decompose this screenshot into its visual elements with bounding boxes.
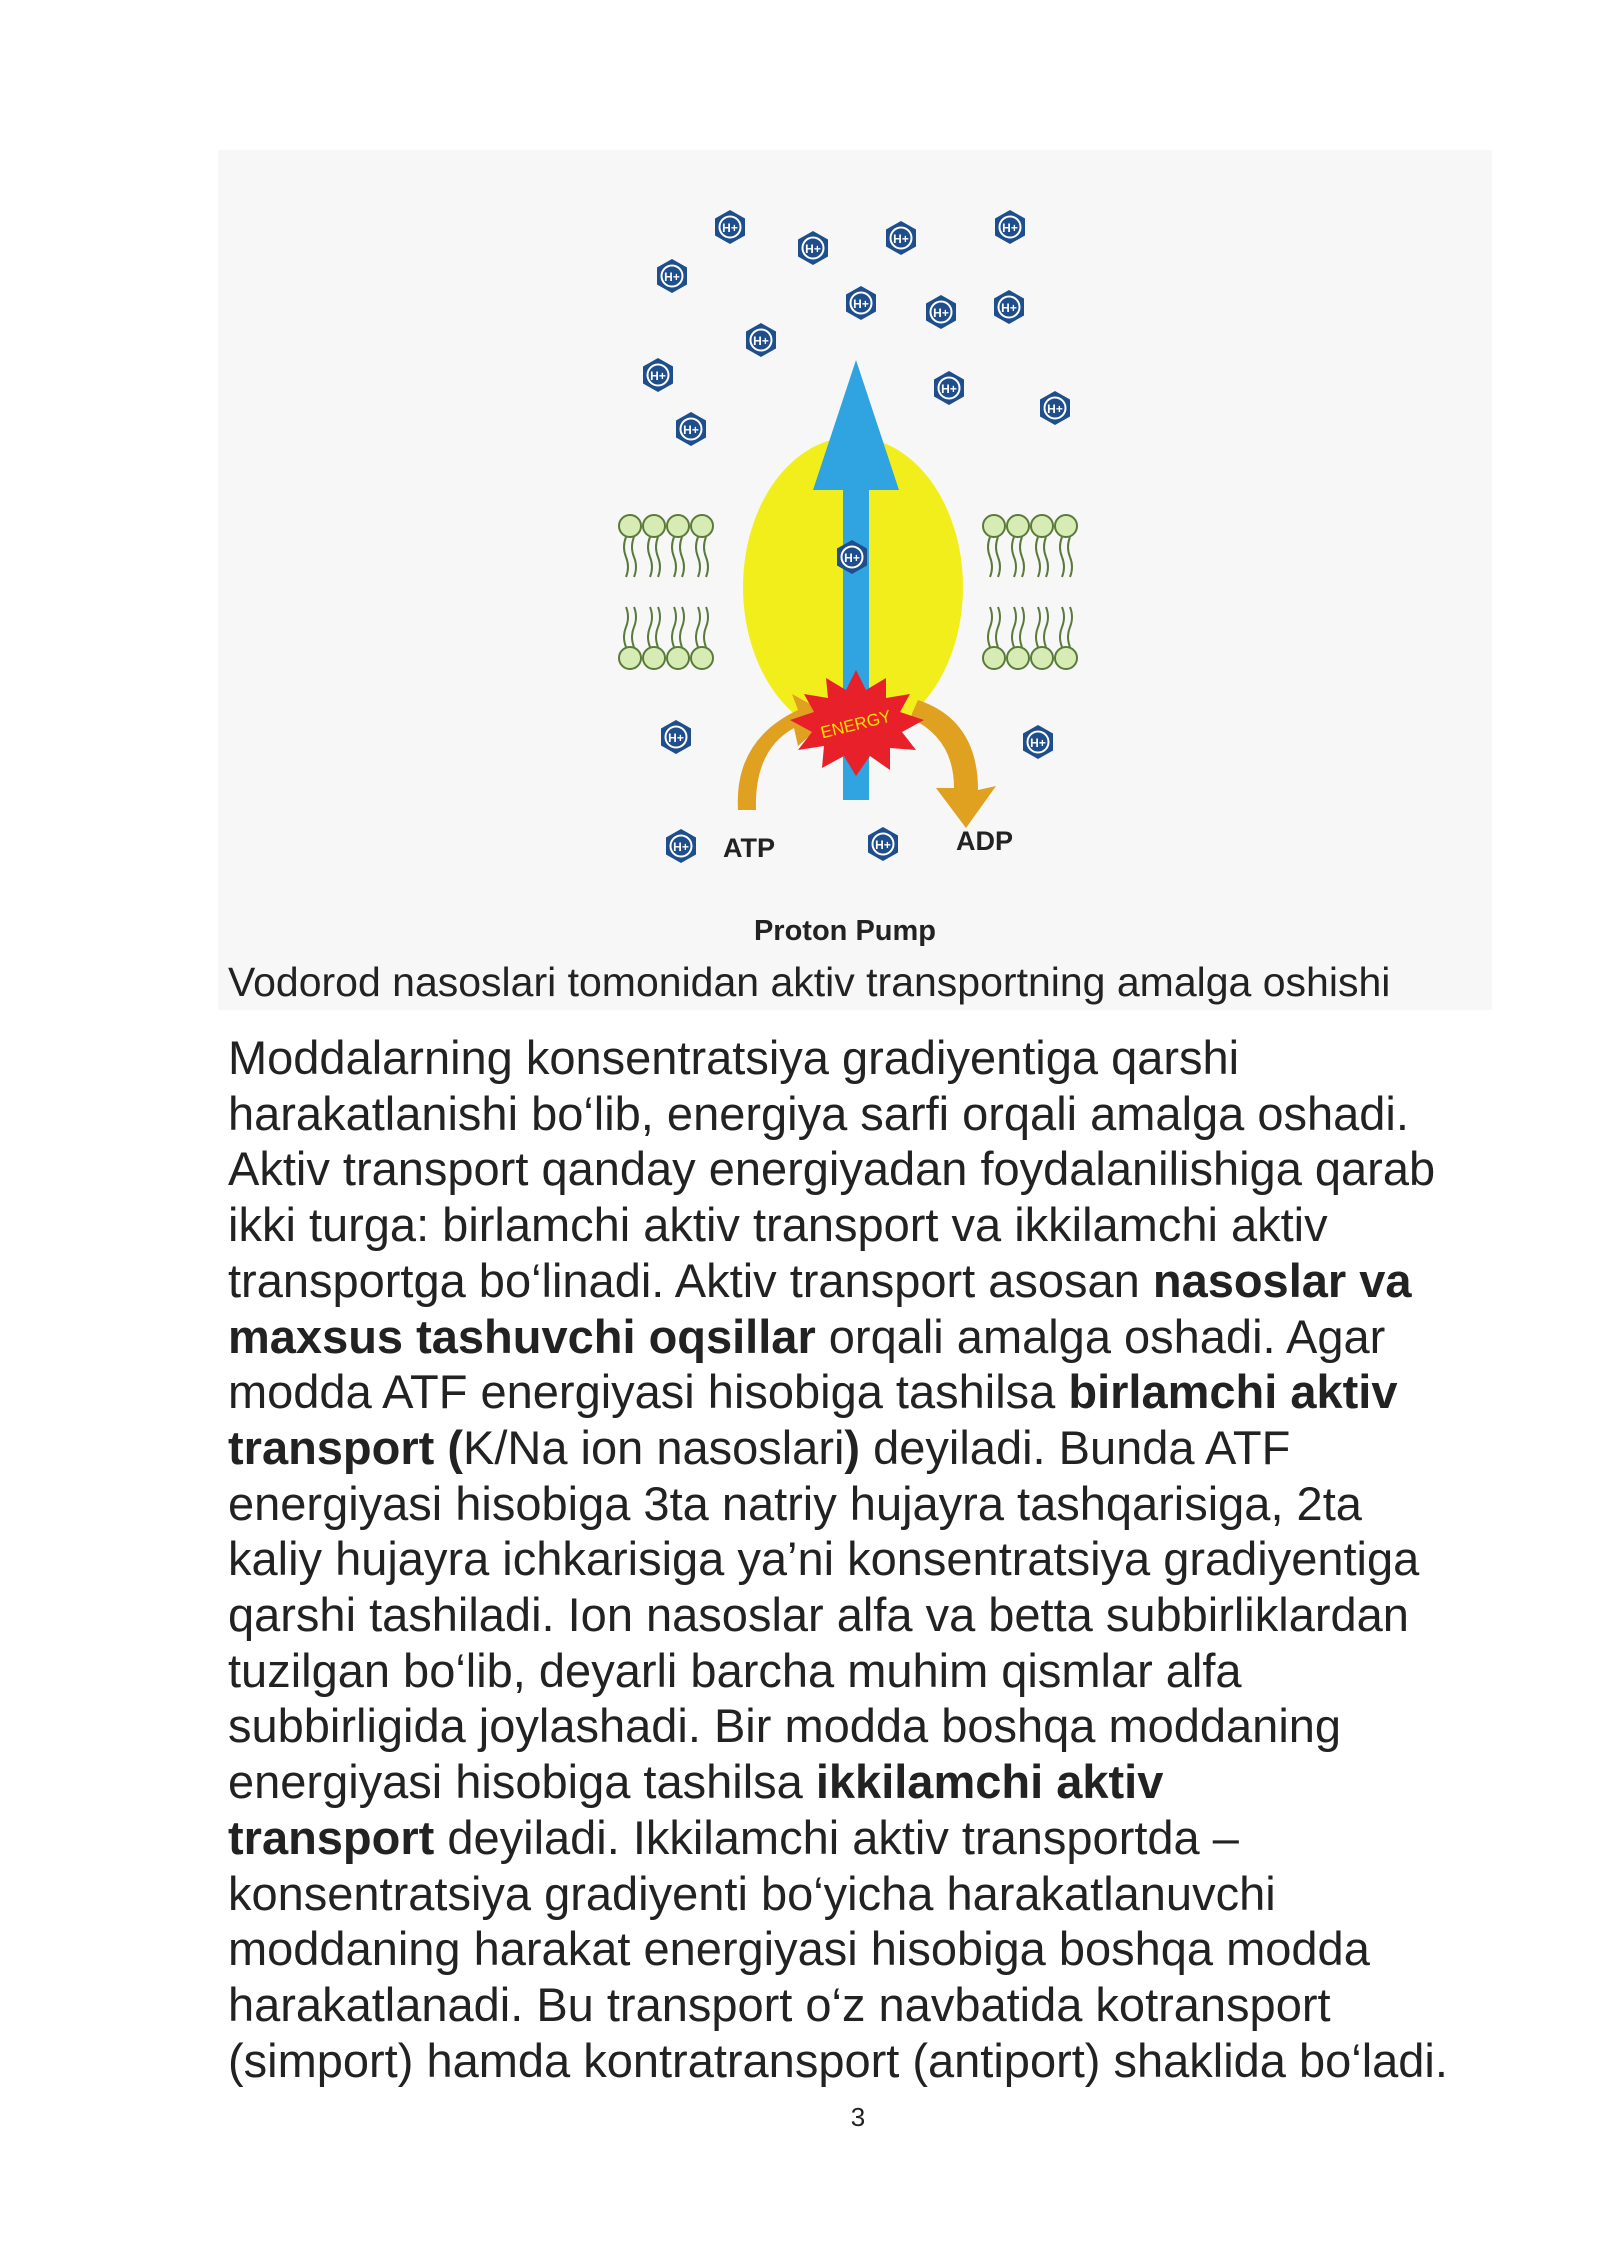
- text-line: [228, 1754, 1528, 1810]
- text-run: deyiladi. Ikkilamchi aktiv transportda –: [434, 1810, 1239, 1864]
- membrane-left: [619, 515, 713, 669]
- text-line: moddaning harakat energiyasi hisobiga boshqa modda: [228, 1922, 1370, 1976]
- bold-term: maxsus tashuvchi oqsillar: [228, 1309, 816, 1363]
- bold-term: ikkilamchi aktiv: [815, 1755, 1164, 1809]
- text-line: Aktiv transport qanday energiyadan foydalanilishiga qarab: [228, 1142, 1436, 1196]
- text-run: K/Na ion nasoslari: [463, 1420, 845, 1474]
- h-ion-label: H+: [844, 551, 860, 565]
- text-line: [228, 1364, 1528, 1420]
- bold-term: transport (: [228, 1420, 463, 1474]
- bold-term: ): [844, 1420, 861, 1474]
- text-line: [228, 1309, 1528, 1365]
- energy-label: ENERGY: [818, 706, 894, 743]
- page-number: 3: [850, 2102, 866, 2132]
- text-line: tuzilgan bo‘lib, deyarli barcha muhim qismlar alfa: [228, 1643, 1242, 1697]
- h-ion-label: H+: [933, 306, 949, 320]
- text-line: energiyasi hisobiga 3ta natriy hujayra tashqarisiga, 2ta: [228, 1476, 1362, 1530]
- h-ion-label: H+: [673, 840, 689, 854]
- h-ion-label: H+: [650, 369, 666, 383]
- h-ion-label: H+: [722, 221, 738, 235]
- text-line: qarshi tashiladi. Ion nasoslar alfa va betta subbirliklardan: [228, 1588, 1409, 1642]
- text-line: kaliy hujayra ichkarisiga ya’ni konsentratsiya gradiyentiga: [228, 1532, 1420, 1586]
- h-ion-label: H+: [853, 297, 869, 311]
- text-run: deyiladi. Bunda ATF: [860, 1420, 1291, 1474]
- text-line: [228, 1420, 1528, 1476]
- text-line: subbirligida joylashadi. Bir modda boshqa moddaning: [228, 1699, 1342, 1753]
- adp-label: ADP: [956, 826, 1014, 856]
- bold-term: transport: [228, 1810, 435, 1864]
- text-run: modda ATF energiyasi hisobiga tashilsa: [228, 1365, 1069, 1419]
- h-ion-label: H+: [805, 242, 821, 256]
- h-ion-label: H+: [753, 334, 769, 348]
- figure-caption: Vodorod nasoslari tomonidan aktiv transportning amalga oshishi: [228, 959, 1391, 1005]
- adp-arrow: [910, 700, 996, 828]
- bold-term: nasoslar va: [1152, 1253, 1412, 1307]
- body-paragraph: [228, 1030, 1528, 2088]
- text-line: ikki turga: birlamchi aktiv transport va ikkilamchi aktiv: [228, 1198, 1328, 1252]
- h-ion-label: H+: [1001, 301, 1017, 315]
- h-ion-label: H+: [668, 731, 684, 745]
- h-ion-label: H+: [1002, 221, 1018, 235]
- text-line: Moddalarning konsentratsiya gradiyentiga qarshi: [228, 1031, 1240, 1084]
- text-line: [228, 1810, 1528, 1866]
- text-line: [228, 1253, 1528, 1309]
- h-ion-label: H+: [893, 232, 909, 246]
- text-line: (simport) hamda kontratransport (antiport) shaklida bo‘ladi.: [228, 2033, 1448, 2087]
- text-run: transportga bo‘linadi. Aktiv transport asosan: [228, 1253, 1153, 1307]
- atp-label: ATP: [723, 833, 775, 863]
- diagram-title: Proton Pump: [753, 915, 937, 947]
- h-ion-label: H+: [875, 838, 891, 852]
- text-run: energiyasi hisobiga tashilsa: [228, 1755, 816, 1809]
- h-ion-label: H+: [664, 270, 680, 284]
- text-run: orqali amalga oshadi. Agar: [815, 1309, 1386, 1363]
- membrane-right: [983, 515, 1077, 669]
- h-ion-label: H+: [1047, 402, 1063, 416]
- text-line: harakatlanadi. Bu transport o‘z navbatida kotransport: [228, 1977, 1331, 2031]
- proton-pump-diagram: [618, 190, 1088, 950]
- text-line: konsentratsiya gradiyenti bo‘yicha harakatlanuvchi: [228, 1866, 1276, 1920]
- text-line: harakatlanishi bo‘lib, energiya sarfi orqali amalga oshadi.: [228, 1086, 1409, 1140]
- h-ion-label: H+: [683, 423, 699, 437]
- bold-term: birlamchi aktiv: [1068, 1365, 1398, 1419]
- h-ion-label: H+: [1030, 736, 1046, 750]
- h-ion-label: H+: [941, 382, 957, 396]
